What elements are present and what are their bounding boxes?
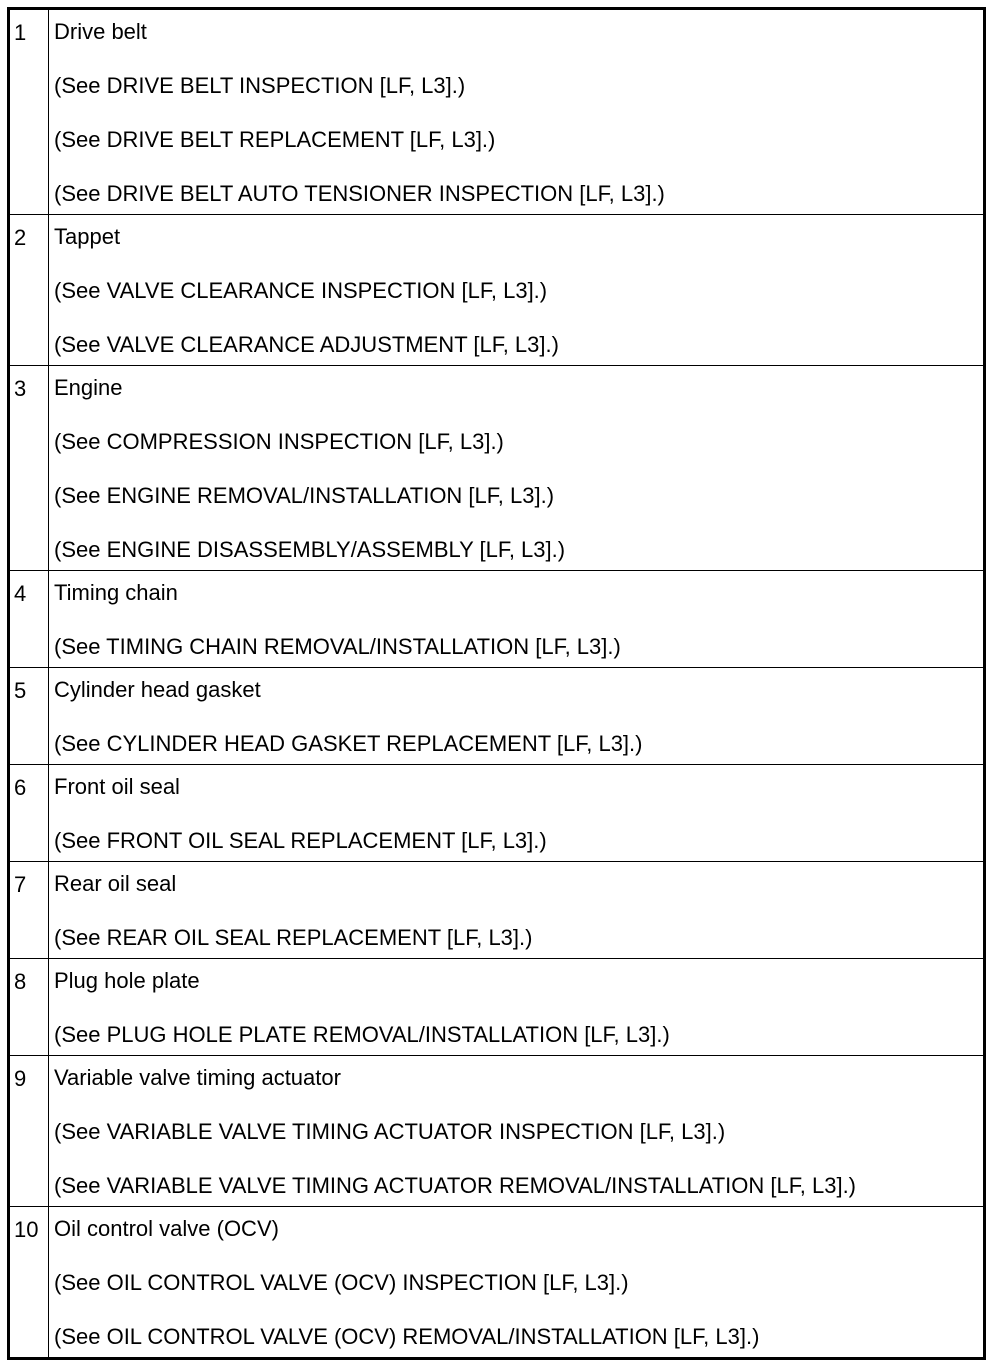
table-row [9, 571, 985, 668]
item-title: Engine [54, 375, 123, 400]
reference-link[interactable]: (See ENGINE DISASSEMBLY/ASSEMBLY [LF, L3].) [54, 537, 566, 562]
reference-link[interactable]: (See OIL CONTROL VALVE (OCV) REMOVAL/INSTALLATION [LF, L3].) [54, 1324, 760, 1349]
item-content [49, 571, 985, 668]
item-number: 7 [9, 862, 49, 959]
reference-link[interactable]: (See VARIABLE VALVE TIMING ACTUATOR REMOVAL/INSTALLATION [LF, L3].) [54, 1173, 857, 1198]
row-spacer [54, 205, 981, 214]
row-spacer [54, 1197, 981, 1206]
item-content [49, 765, 985, 862]
item-title: Cylinder head gasket [54, 677, 261, 702]
parts-reference-table [7, 7, 986, 1360]
reference-link[interactable]: (See DRIVE BELT AUTO TENSIONER INSPECTION [LF, L3].) [54, 181, 665, 206]
row-spacer [54, 755, 981, 764]
row-spacer [54, 658, 981, 667]
item-number: 9 [9, 1056, 49, 1207]
item-content [49, 668, 985, 765]
row-spacer [54, 852, 981, 861]
row-spacer [54, 561, 981, 570]
reference-link[interactable]: (See VALVE CLEARANCE INSPECTION [LF, L3].) [54, 278, 548, 303]
row-spacer [54, 356, 981, 365]
item-content [49, 959, 985, 1056]
item-title: Front oil seal [54, 774, 180, 799]
item-title: Plug hole plate [54, 968, 200, 993]
item-content [49, 9, 985, 215]
item-number: 1 [9, 9, 49, 215]
item-content [49, 1207, 985, 1359]
item-content [49, 366, 985, 571]
item-number: 8 [9, 959, 49, 1056]
row-spacer [54, 1046, 981, 1055]
reference-link[interactable]: (See DRIVE BELT INSPECTION [LF, L3].) [54, 73, 466, 98]
reference-link[interactable]: (See CYLINDER HEAD GASKET REPLACEMENT [LF, L3].) [54, 731, 643, 756]
item-title: Oil control valve (OCV) [54, 1216, 279, 1241]
item-content [49, 862, 985, 959]
table-row [9, 959, 985, 1056]
table-row [9, 668, 985, 765]
table-row [9, 1207, 985, 1359]
item-title: Timing chain [54, 580, 178, 605]
reference-link[interactable]: (See ENGINE REMOVAL/INSTALLATION [LF, L3].) [54, 483, 555, 508]
row-spacer [54, 949, 981, 958]
table-row [9, 366, 985, 571]
item-number: 5 [9, 668, 49, 765]
item-number: 6 [9, 765, 49, 862]
reference-link[interactable]: (See OIL CONTROL VALVE (OCV) INSPECTION [LF, L3].) [54, 1270, 629, 1295]
item-number: 4 [9, 571, 49, 668]
item-content [49, 215, 985, 366]
reference-link[interactable]: (See COMPRESSION INSPECTION [LF, L3].) [54, 429, 504, 454]
reference-link[interactable]: (See TIMING CHAIN REMOVAL/INSTALLATION [LF, L3].) [54, 634, 621, 659]
table-body [9, 9, 985, 1359]
item-title: Rear oil seal [54, 871, 177, 896]
reference-link[interactable]: (See VALVE CLEARANCE ADJUSTMENT [LF, L3].) [54, 332, 559, 357]
item-title: Variable valve timing actuator [54, 1065, 341, 1090]
item-title: Tappet [54, 224, 121, 249]
table-row [9, 862, 985, 959]
item-number: 10 [9, 1207, 49, 1359]
item-number: 3 [9, 366, 49, 571]
item-title: Drive belt [54, 19, 147, 44]
table-row [9, 1056, 985, 1207]
reference-link[interactable]: (See VARIABLE VALVE TIMING ACTUATOR INSPECTION [LF, L3].) [54, 1119, 726, 1144]
table-row [9, 9, 985, 215]
reference-link[interactable]: (See DRIVE BELT REPLACEMENT [LF, L3].) [54, 127, 496, 152]
reference-link[interactable]: (See PLUG HOLE PLATE REMOVAL/INSTALLATION [LF, L3].) [54, 1022, 670, 1047]
item-content [49, 1056, 985, 1207]
reference-link[interactable]: (See REAR OIL SEAL REPLACEMENT [LF, L3].) [54, 925, 533, 950]
reference-link[interactable]: (See FRONT OIL SEAL REPLACEMENT [LF, L3].) [54, 828, 547, 853]
table-row [9, 765, 985, 862]
table-row [9, 215, 985, 366]
item-number: 2 [9, 215, 49, 366]
row-spacer [54, 1348, 981, 1357]
